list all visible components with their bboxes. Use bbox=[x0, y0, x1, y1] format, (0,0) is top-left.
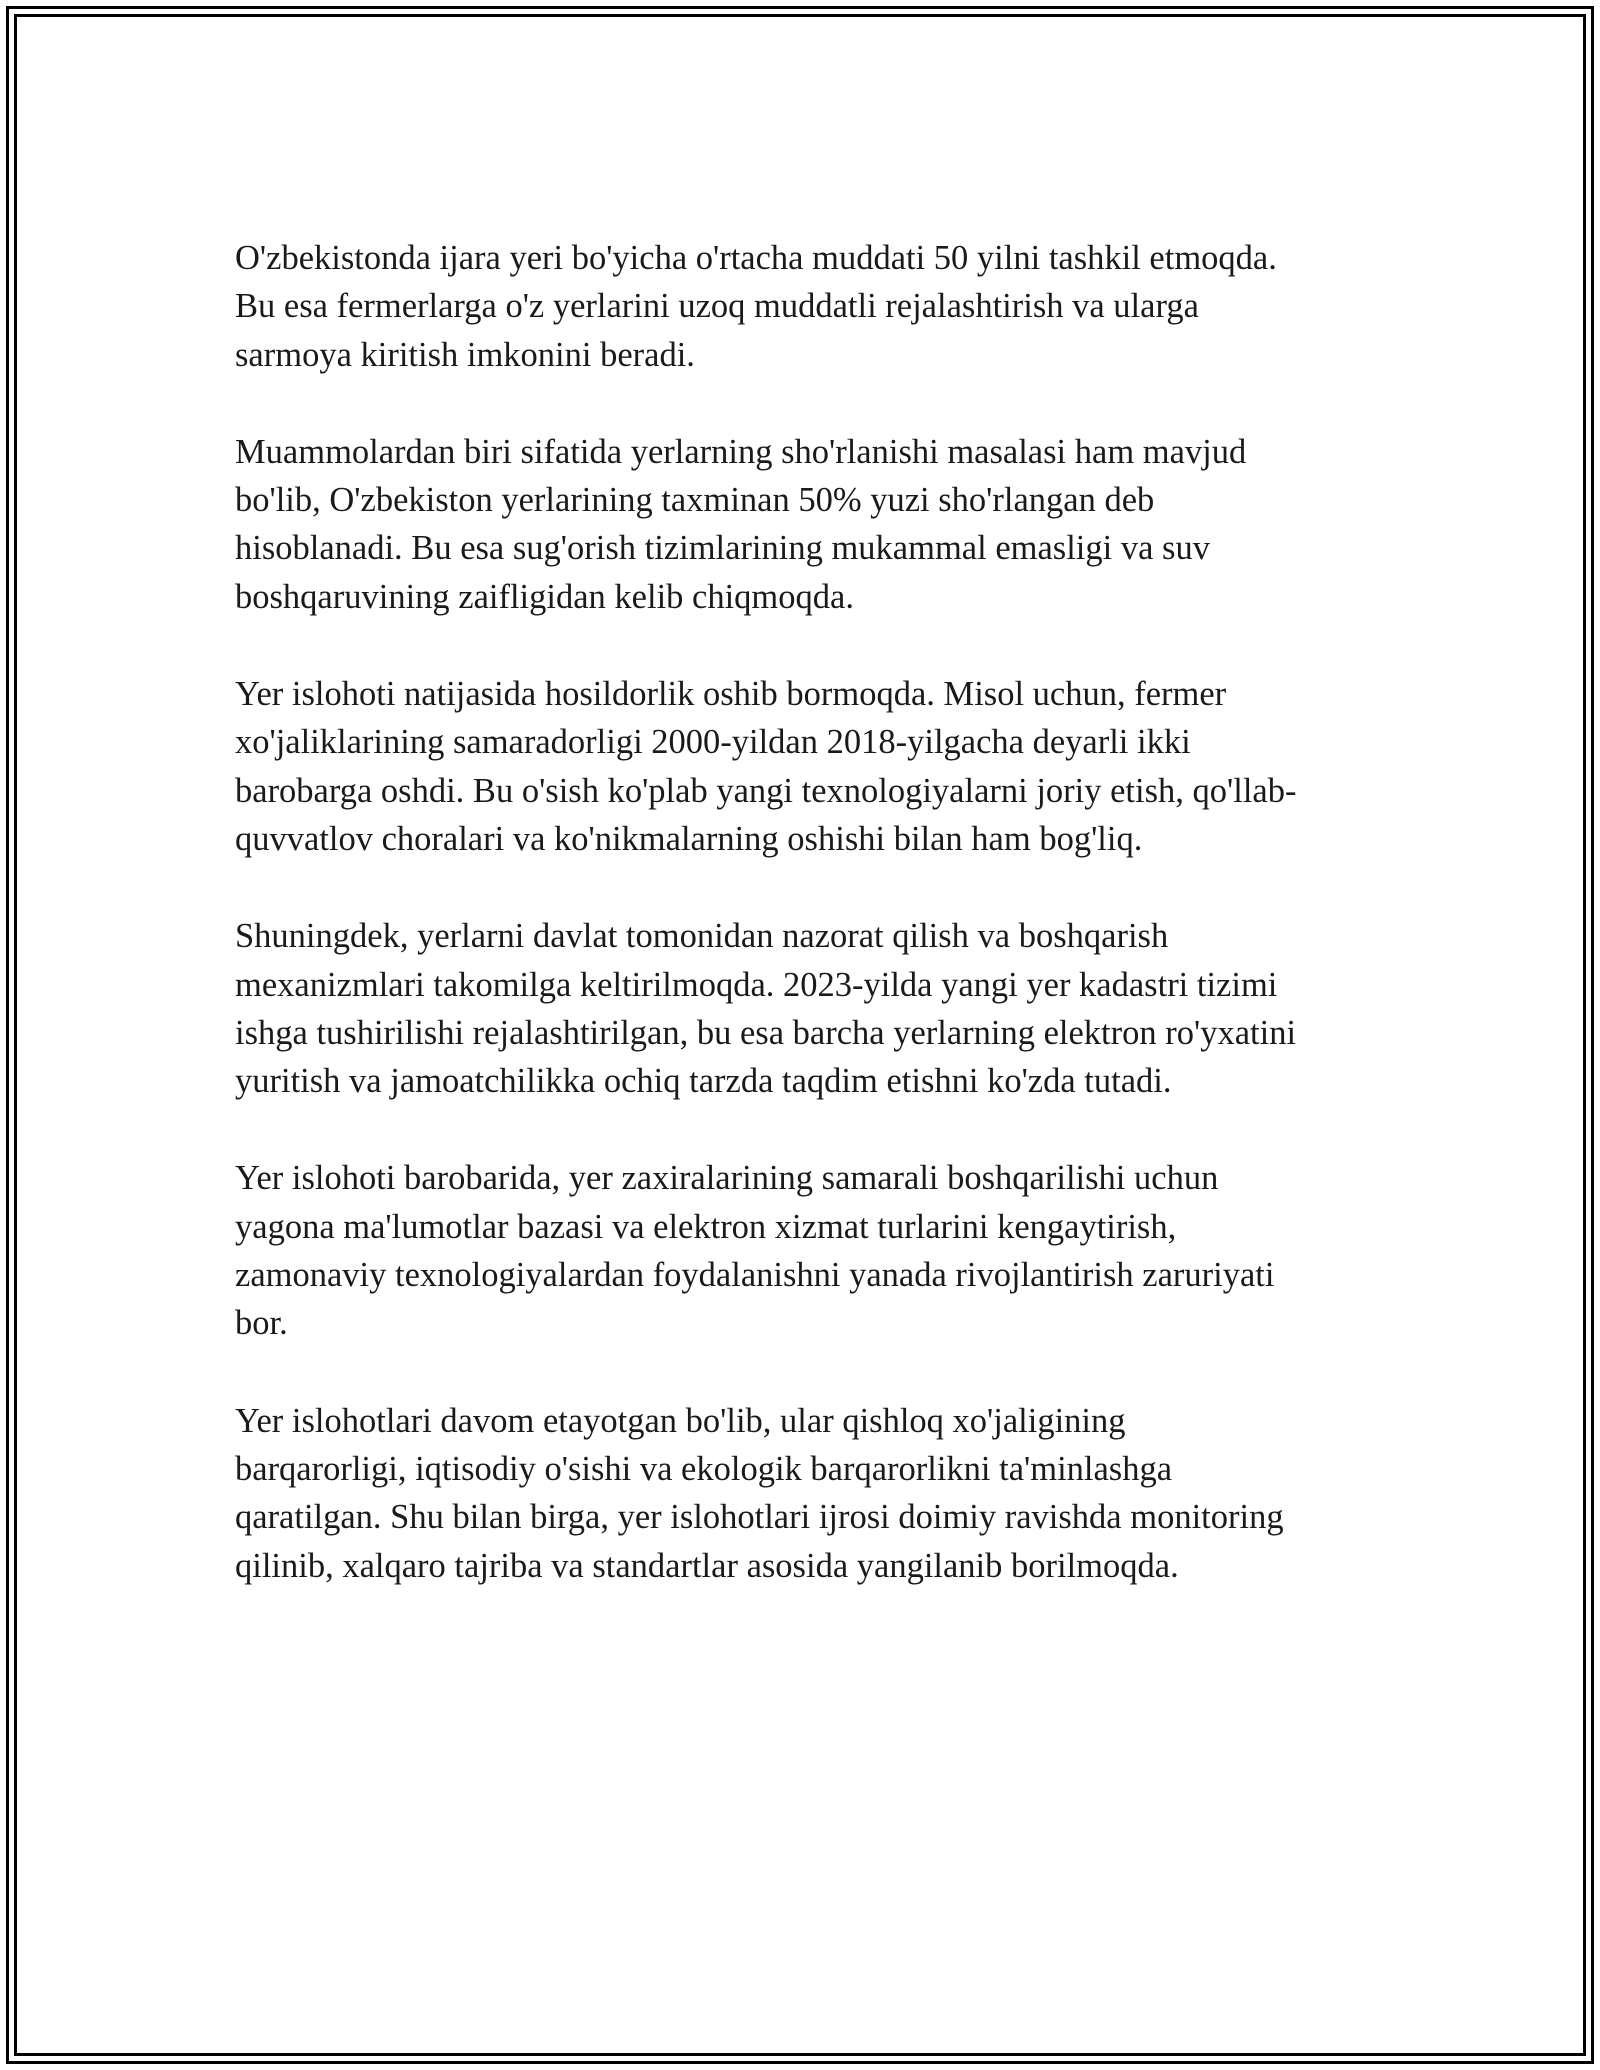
paragraph-soil-salinity: Muammolardan biri sifatida yerlarning sho'rlanishi masalasi ham mavjud bo'lib, O'zbekiston yerlarining taxminan 50% yuzi sho'rlangan deb hisoblanadi. Bu esa sug'orish tizimlarining mukammal emasligi va suv boshqaruvining zaifligidan kelib chiqmoqda. bbox=[235, 432, 1247, 616]
paragraph-ongoing-reforms: Yer islohotlari davom etayotgan bo'lib, ular qishloq xo'jaligining barqarorligi, iqtisodiy o'sishi va ekologik barqarorlikni ta'minlashga qaratilgan. Shu bilan birga, yer islohotlari ijrosi doimiy ravishda monitoring qilinib, xalqaro tajriba va standartlar asosida yangilanib borilmoqda. bbox=[235, 1401, 1284, 1585]
paragraph-productivity: Yer islohoti natijasida hosildorlik oshib bormoqda. Misol uchun, fermer xo'jaliklarining samaradorligi 2000-yildan 2018-yilgacha deyarli ikki barobarga oshdi. Bu o'sish ko'plab yangi texnologiyalarni joriy etish, qo'llab- quvvatlov choralari va ko'nikmalarning oshishi bilan ham bog'liq. bbox=[235, 675, 1297, 858]
paragraph-state-control: Shuningdek, yerlarni davlat tomonidan nazorat qilish va boshqarish mexanizmlari takomilga keltirilmoqda. 2023-yilda yangi yer kadastri tizimi ishga tushirilishi rejalashtirilgan, bu esa barcha yerlarning elektron ro'yxatini yuritish va jamoatchilikka ochiq tarzda taqdim etishni ko'zda tutadi. bbox=[235, 917, 1297, 1101]
document-body bbox=[235, 234, 1375, 1639]
paragraph-land-reserves: Yer islohoti barobarida, yer zaxiralarining samarali boshqarilishi uchun yagona ma'lumotlar bazasi va elektron xizmat turlarini kengaytirish, zamonaviy texnologiyalardan foydalanishni yanada rivojlantirish zaruriyati bor. bbox=[235, 1159, 1275, 1343]
paragraph-lease-term: O'zbekistonda ijara yeri bo'yicha o'rtacha muddati 50 yilni tashkil etmoqda. Bu esa fermerlarga o'z yerlarini uzoq muddatli rejalashtirish va ularga sarmoya kiritish imkonini beradi. bbox=[235, 239, 1277, 374]
